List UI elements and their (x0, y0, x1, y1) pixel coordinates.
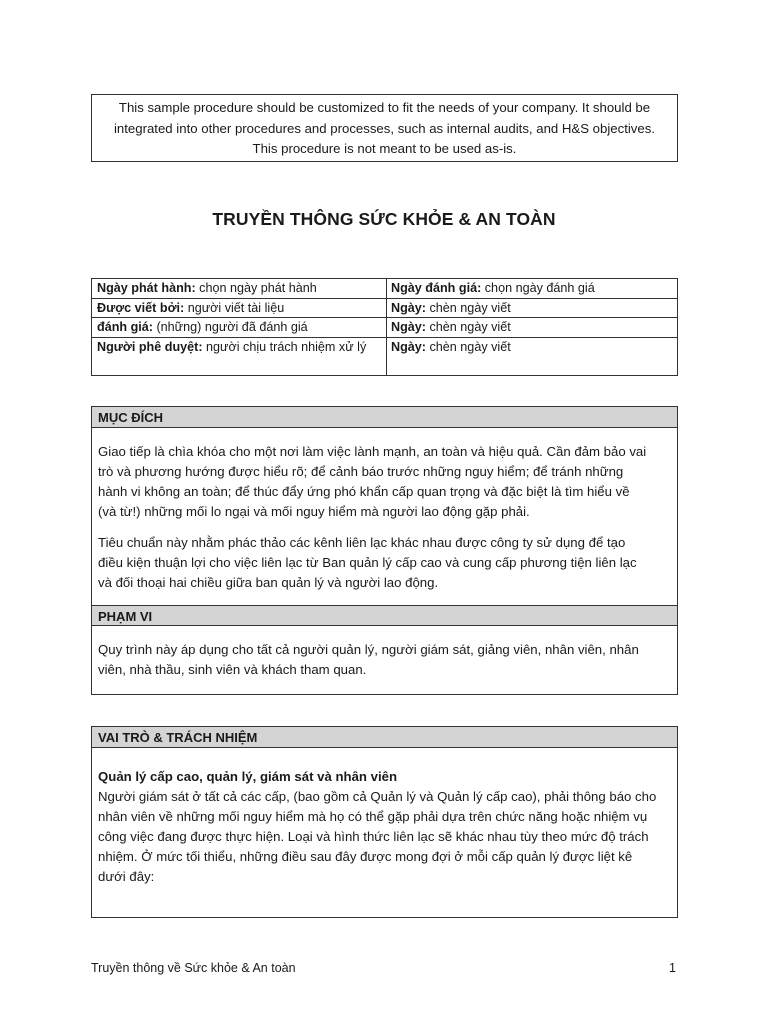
meta-right-column (386, 279, 677, 375)
meta-reviewed-date (386, 318, 677, 338)
purpose-paragraph-1 (92, 428, 677, 522)
meta-value: chèn ngày viết (426, 340, 511, 354)
document-title: TRUYỀN THÔNG SỨC KHỎE & AN TOÀN (212, 209, 556, 229)
scope-heading: PHẠM VI (92, 605, 677, 626)
text-line: hành vi không an toàn; để thúc đẩy ứng phó khẩn cấp quan trọng và đặc biệt là tìm hiểu về (98, 484, 630, 499)
meta-label: Ngày đánh giá: (391, 281, 482, 295)
roles-heading: VAI TRÒ & TRÁCH NHIỆM (92, 727, 677, 748)
meta-label: Ngày: (391, 340, 426, 354)
meta-label: Được viết bởi: (97, 301, 185, 315)
meta-issue-date (92, 279, 386, 299)
text-line: nhiệm. Ở mức tối thiểu, những điều sau đây được mong đợi ở mỗi cấp quản lý được liệt kê (98, 849, 633, 864)
meta-value: (những) người đã đánh giá (152, 320, 308, 334)
text-line: Giao tiếp là chìa khóa cho một nơi làm việc lành mạnh, an toàn và hiệu quả. Cần đảm bảo vai (98, 444, 647, 459)
meta-left-column (92, 279, 387, 375)
meta-value: chọn ngày phát hành (195, 281, 317, 295)
roles-paragraph (92, 748, 677, 887)
text-line: Người giám sát ở tất cả các cấp, (bao gồm cả Quản lý và Quản lý cấp cao), phải thông báo cho (98, 789, 657, 804)
meta-value: chèn ngày viết (426, 320, 511, 334)
meta-written-date (386, 299, 677, 318)
meta-approver (92, 338, 386, 376)
meta-reviewed-by (92, 318, 386, 338)
purpose-heading: MỤC ĐÍCH (92, 407, 677, 428)
notice-line: integrated into other procedures and processes, such as internal audits, and H&S objectives. (113, 120, 655, 136)
text-line: Quy trình này áp dụng cho tất cả người quản lý, người giám sát, giảng viên, nhân viên, nhân (98, 642, 639, 657)
scope-paragraph (92, 640, 677, 680)
meta-label: Người phê duyệt: (97, 340, 203, 354)
text-line: nhân viên về những mối nguy hiểm mà họ có thể gặp phải dựa trên chức năng hoặc nhiệm vụ (98, 809, 648, 824)
meta-written-by (92, 299, 386, 318)
footer-page-number: 1 (669, 961, 676, 975)
meta-review-date (386, 279, 677, 299)
meta-value: chèn ngày viết (426, 301, 511, 315)
text-line: và đối thoại hai chiều giữa ban quản lý và người lao động. (98, 575, 439, 590)
sample-notice-box (91, 94, 678, 162)
roles-subheading: Quản lý cấp cao, quản lý, giám sát và nhân viên (98, 769, 398, 784)
text-line: (và từ!) những mối lo ngại và mối nguy hiểm mà người lao động gặp phải. (98, 504, 530, 519)
text-line: viên, nhà thầu, sinh viên và khách tham quan. (98, 662, 367, 677)
roles-section (91, 726, 678, 918)
meta-value: chọn ngày đánh giá (481, 281, 595, 295)
notice-line: This sample procedure should be customized to fit the needs of your company. It should be (118, 100, 651, 115)
text-line: dưới đây: (98, 869, 155, 884)
text-line: Tiêu chuẩn này nhằm phác thảo các kênh liên lạc khác nhau được công ty sử dụng để tạo (98, 535, 626, 550)
purpose-scope-section (91, 406, 678, 695)
document-meta-table (91, 278, 678, 376)
text-line: điều kiện thuận lợi cho việc liên lạc từ Ban quản lý cấp cao và cung cấp phương tiện liên lạc (98, 555, 637, 570)
meta-value: người chịu trách nhiệm xử lý (202, 340, 367, 354)
text-line: trò và phương hướng được hiểu rõ; để cảnh báo trước những nguy hiểm; để tránh những (98, 464, 624, 479)
footer-document-name: Truyền thông về Sức khỏe & An toàn (91, 961, 296, 975)
meta-value: người viết tài liệu (184, 301, 285, 315)
meta-label: Ngày: (391, 320, 426, 334)
meta-label: Ngày phát hành: (97, 281, 196, 295)
meta-label: Ngày: (391, 301, 426, 315)
meta-approved-date (386, 338, 677, 376)
text-line: công việc đang được thực hiện. Loại và hình thức liên lạc sẽ khác nhau tùy theo mức độ trách (98, 829, 649, 844)
meta-label: đánh giá: (97, 320, 153, 334)
notice-line: This procedure is not meant to be used as-is. (252, 141, 517, 156)
